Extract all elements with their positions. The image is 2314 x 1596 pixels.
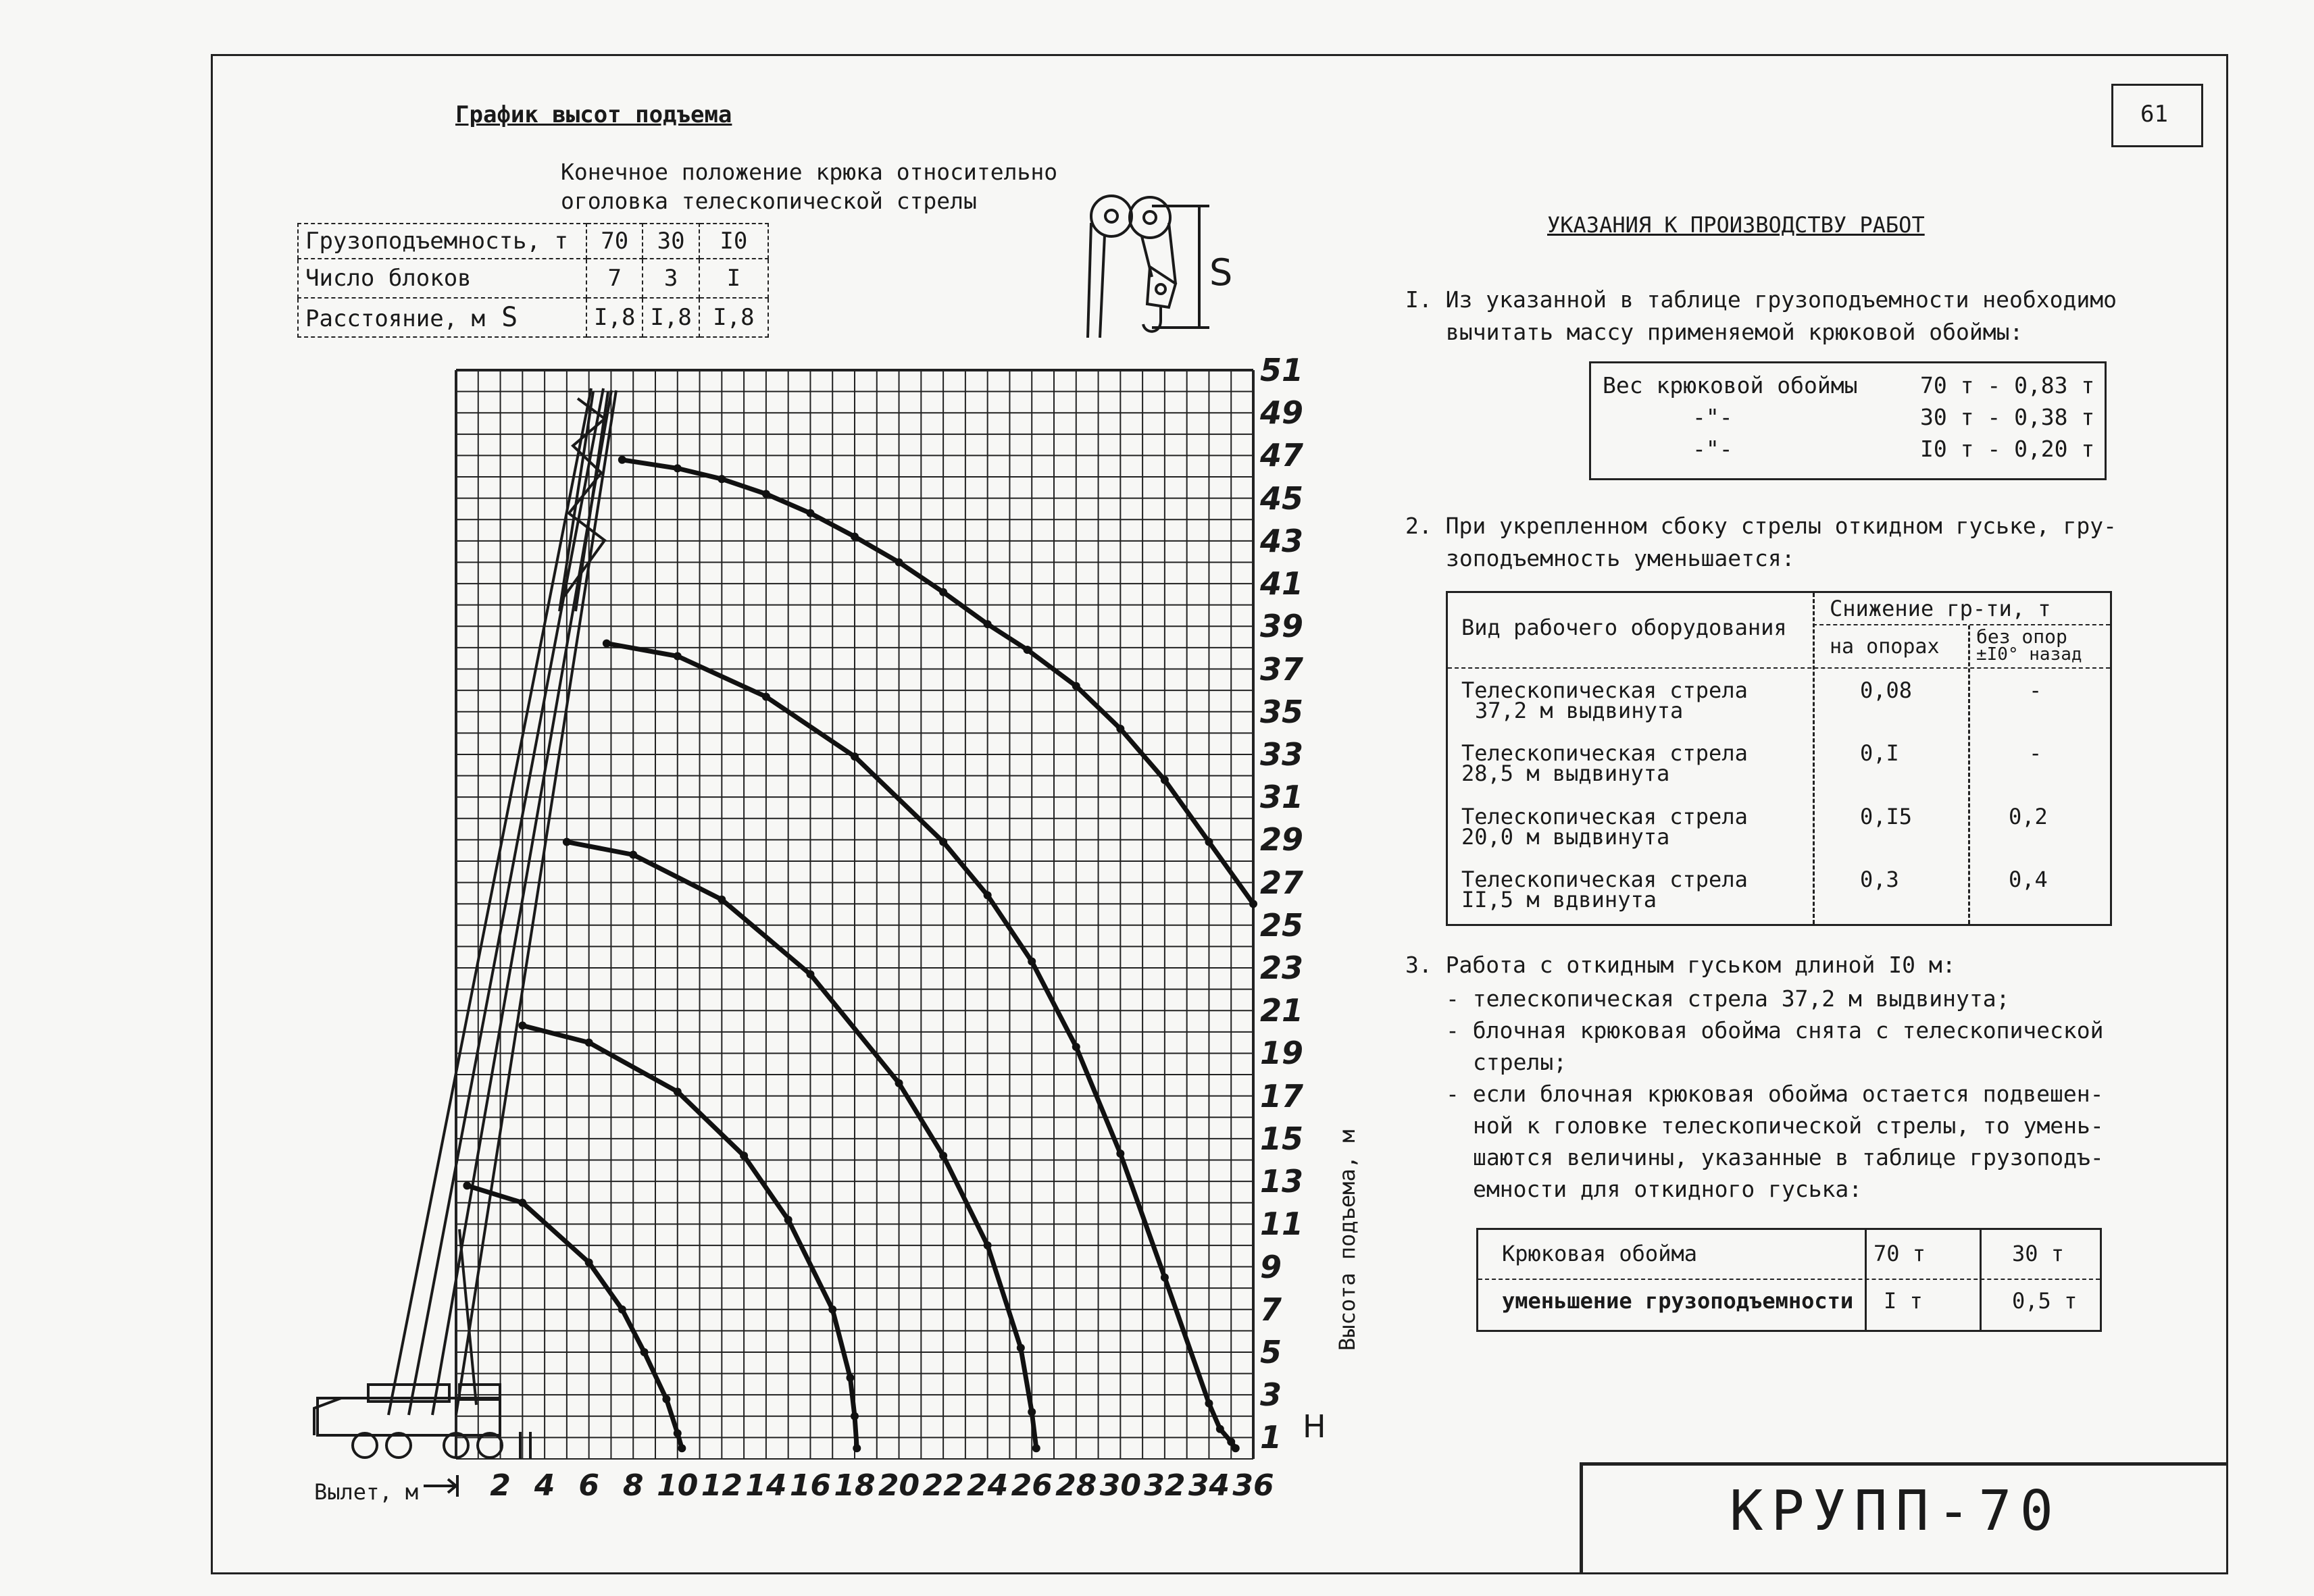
row-label: Число блоков <box>298 259 586 298</box>
curve-point <box>563 838 571 846</box>
x-tick-label: 22 <box>922 1468 964 1503</box>
item3-title: 3. Работа с откидным гуськом длиной I0 м: <box>1405 952 1956 978</box>
curve-point <box>984 620 992 628</box>
y-tick-label: 19 <box>1260 1035 1304 1072</box>
y-tick-label: 49 <box>1260 394 1304 432</box>
row-label-text: Расстояние, м <box>305 305 486 332</box>
header-reduction: Снижение гр-ти, т <box>1830 596 2051 621</box>
y-tick-label: 17 <box>1260 1077 1304 1114</box>
item3-bullet3-line2: ной к головке телескопической стрелы, то умень- <box>1473 1112 2104 1139</box>
curve-point <box>984 892 992 900</box>
item1-line1: I. Из указанной в таблице грузоподъемности необходимо <box>1405 286 2117 313</box>
curve-point <box>851 1412 859 1420</box>
curve-point <box>1116 1150 1124 1158</box>
header-no-supports-1: без опор <box>1976 625 2067 648</box>
jib-table <box>1476 1228 2102 1332</box>
h-axis-label: H <box>1303 1408 1326 1445</box>
cell: 70 <box>586 224 643 259</box>
item3-bullet3-line3: шаются величины, указанные в таблице грузоподъ- <box>1473 1144 2104 1170</box>
lift-curve-1 <box>622 460 1028 650</box>
row2-b: - <box>2029 740 2042 766</box>
y-tick-label: 43 <box>1260 522 1304 559</box>
curve-point <box>895 558 903 566</box>
page-number: 61 <box>2140 101 2168 128</box>
curve-point <box>1017 1344 1025 1352</box>
x-tick-label: 10 <box>657 1468 699 1503</box>
curve-point <box>640 1348 649 1356</box>
y-tick-label: 13 <box>1260 1163 1304 1200</box>
instructions-title: УКАЗАНИЯ К ПРОИЗВОДСТВУ РАБОТ <box>1547 212 1925 238</box>
curve-point <box>718 475 726 483</box>
curve-point <box>463 1181 471 1189</box>
x-tick-label: 4 <box>534 1468 555 1503</box>
curve-point <box>939 588 947 596</box>
curve-point <box>828 1306 836 1314</box>
hook-weight-value-1: 70 т - 0,83 т <box>1920 372 2095 398</box>
x-tick-label: 26 <box>1011 1468 1053 1503</box>
curve-point <box>851 533 859 541</box>
hook-weight-label-3: -"- <box>1692 436 1733 462</box>
curve-point <box>846 1374 854 1382</box>
curve-point <box>1232 1444 1240 1452</box>
curve-point <box>851 752 859 761</box>
item3-bullet3-line1: - если блочная крюковая обойма остается подвешен- <box>1446 1081 2104 1107</box>
jib-r1-b: 30 т <box>2012 1241 2065 1266</box>
y-tick-label: 47 <box>1260 437 1304 474</box>
y-tick-label: 41 <box>1260 565 1304 602</box>
y-tick-label: 37 <box>1260 650 1304 688</box>
cell: I <box>699 259 768 298</box>
row1-line1: Телескопическая стрела <box>1461 677 1748 703</box>
cell: 30 <box>643 224 699 259</box>
jib-r1-label: Крюковая обойма <box>1502 1241 1697 1266</box>
x-tick-label: 2 <box>490 1468 511 1503</box>
y-tick-label: 25 <box>1260 906 1304 944</box>
curve-point <box>762 490 770 498</box>
y-tick-label: 1 <box>1260 1419 1282 1456</box>
cell: I0 <box>699 224 768 259</box>
caption-line-1: Конечное положение крюка относительно <box>561 159 1058 185</box>
row3-a: 0,I5 <box>1860 804 1913 829</box>
row4-a: 0,3 <box>1860 867 1899 892</box>
y-tick-label: 33 <box>1260 736 1304 773</box>
y-tick-label: 45 <box>1260 480 1304 517</box>
row2-line1: Телескопическая стрела <box>1461 740 1748 766</box>
curve-point <box>618 456 626 464</box>
y-tick-label: 51 <box>1260 352 1304 388</box>
jib-r2-label: уменьшение грузоподъемности <box>1502 1288 1854 1314</box>
curve-point <box>784 1216 793 1224</box>
curve-point <box>1024 646 1032 654</box>
cell: I,8 <box>643 298 699 337</box>
x-tick-label: 36 <box>1232 1468 1274 1503</box>
curve-point <box>518 1199 526 1207</box>
x-tick-label: 14 <box>745 1468 787 1503</box>
x-tick-label: 34 <box>1188 1468 1230 1503</box>
y-tick-label: 7 <box>1260 1291 1282 1328</box>
item3-bullet2-line2: стрелы; <box>1473 1049 1567 1075</box>
curve-point <box>518 1021 526 1029</box>
x-axis-label: Вылет, м <box>314 1479 419 1505</box>
item3-bullet3-line4: емности для откидного гуська: <box>1473 1176 1863 1202</box>
stamp-title: КРУПП-70 <box>1730 1479 2061 1543</box>
curve-point <box>718 896 726 904</box>
y-tick-label: 29 <box>1260 821 1304 858</box>
jib-r1-a: 70 т <box>1873 1241 1926 1266</box>
y-tick-label: 35 <box>1260 693 1304 730</box>
hook-weight-value-3: I0 т - 0,20 т <box>1920 436 2095 462</box>
curve-point <box>674 464 682 472</box>
item3-bullet1: - телескопическая стрела 37,2 м выдвинута; <box>1446 985 2010 1012</box>
y-tick-label: 5 <box>1260 1333 1282 1370</box>
y-axis-label: Высота подъема, м <box>1334 1129 1360 1351</box>
x-tick-label: 12 <box>701 1468 743 1503</box>
item3-bullet2-line1: - блочная крюковая обойма снята с телескопической <box>1446 1017 2104 1044</box>
curve-point <box>1116 725 1124 733</box>
curve-point <box>585 1258 593 1266</box>
row-divider <box>1478 1279 2100 1280</box>
y-tick-label: 27 <box>1260 864 1304 901</box>
curve-point <box>806 971 814 979</box>
row2-line2: 28,5 м выдвинута <box>1461 761 1670 786</box>
y-tick-label: 3 <box>1260 1376 1282 1414</box>
y-tick-label: 21 <box>1260 992 1304 1029</box>
cell: I,8 <box>699 298 768 337</box>
row4-line1: Телескопическая стрела <box>1461 867 1748 892</box>
curve-point <box>674 1429 682 1437</box>
curve-point <box>1216 1425 1224 1433</box>
lift-curve-5 <box>522 1025 857 1448</box>
x-tick-label: 28 <box>1055 1468 1097 1503</box>
curve-point <box>674 652 682 661</box>
curve-point <box>984 1241 992 1250</box>
x-tick-label: 18 <box>834 1468 876 1503</box>
hook-weight-label-2: -"- <box>1692 404 1733 430</box>
item2-line2: зоподъемность уменьшается: <box>1446 545 1795 571</box>
curve-point <box>1072 1043 1080 1051</box>
y-tick-label: 11 <box>1260 1206 1304 1243</box>
s-symbol: S <box>501 302 518 333</box>
crane-drawing <box>314 388 616 1459</box>
y-tick-label: 31 <box>1260 779 1304 816</box>
cell: I,8 <box>586 298 643 337</box>
curve-point <box>1161 776 1169 784</box>
reduction-table <box>1446 591 2112 926</box>
row1-b: - <box>2029 677 2042 703</box>
jib-r2-a: I т <box>1884 1288 1923 1314</box>
x-tick-label: 6 <box>578 1468 599 1503</box>
lift-curve-2 <box>1028 650 1253 904</box>
curve-point <box>618 1306 626 1314</box>
page-number-box <box>2111 84 2203 147</box>
curve-point <box>1072 682 1080 690</box>
row1-line2: 37,2 м выдвинута <box>1475 698 1684 723</box>
curve-point <box>806 509 814 517</box>
curve-point <box>674 1087 682 1096</box>
curve-point <box>740 1152 748 1160</box>
curve-point <box>1161 1273 1169 1281</box>
caption-line-2: оголовка телескопической стрелы <box>561 188 977 214</box>
curve-point <box>1205 838 1213 846</box>
col-divider <box>1813 593 1815 924</box>
row3-line1: Телескопическая стрела <box>1461 804 1748 829</box>
row4-line2: II,5 м вдвинута <box>1461 887 1657 912</box>
x-tick-label: 30 <box>1099 1468 1141 1503</box>
cell: 7 <box>586 259 643 298</box>
header-equipment: Вид рабочего оборудования <box>1461 615 1787 640</box>
y-tick-label: 23 <box>1260 950 1304 987</box>
hook-weight-label-1: Вес крюковой обоймы <box>1603 372 1858 398</box>
row2-a: 0,I <box>1860 740 1899 766</box>
curve-point <box>1032 1444 1040 1452</box>
curve-point <box>939 1152 947 1160</box>
item1-line2: вычитать массу применяемой крюковой обоймы: <box>1446 319 2023 345</box>
header-no-supports-2: ±I0° назад <box>1976 644 2082 665</box>
curve-point <box>1205 1399 1213 1408</box>
hook-weight-value-2: 30 т - 0,38 т <box>1920 404 2095 430</box>
curve-point <box>895 1079 903 1087</box>
y-tick-label: 15 <box>1260 1120 1304 1157</box>
header-supports: на опорах <box>1830 635 1940 659</box>
x-tick-label: 16 <box>789 1468 832 1503</box>
curve-point <box>678 1444 686 1452</box>
curve-point <box>1249 900 1257 908</box>
curve-point <box>939 838 947 846</box>
x-tick-label: 20 <box>878 1468 920 1503</box>
col-divider <box>1968 625 1970 924</box>
cell: 3 <box>643 259 699 298</box>
curve-point <box>762 693 770 701</box>
row-label: Грузоподъемность, т <box>298 224 586 259</box>
curve-point <box>853 1444 861 1452</box>
row-divider <box>1448 667 2110 669</box>
y-tick-label: 39 <box>1260 608 1304 645</box>
col-divider <box>1980 1230 1982 1330</box>
jib-r2-b: 0,5 т <box>2012 1288 2078 1314</box>
x-tick-label: 32 <box>1144 1468 1186 1503</box>
curve-point <box>629 850 637 858</box>
curve-point <box>585 1039 593 1047</box>
item2-line1: 2. При укрепленном сбоку стрелы откидном гуське, гру- <box>1405 513 2117 539</box>
x-axis-arrow <box>422 1472 463 1499</box>
row3-b: 0,2 <box>2009 804 2048 829</box>
chart-title: График высот подъема <box>455 101 732 128</box>
s-dimension-label: S <box>1209 251 1233 294</box>
row1-a: 0,08 <box>1860 677 1913 703</box>
x-tick-label: 8 <box>622 1468 644 1503</box>
y-tick-label: 9 <box>1260 1248 1282 1285</box>
col-divider <box>1865 1230 1867 1330</box>
row4-b: 0,4 <box>2009 867 2048 892</box>
curve-point <box>603 640 611 648</box>
row3-line2: 20,0 м выдвинута <box>1461 824 1670 850</box>
curve-point <box>1028 1408 1036 1416</box>
curve-point <box>1028 958 1036 966</box>
curve-point <box>662 1395 670 1403</box>
x-tick-label: 24 <box>967 1468 1009 1503</box>
